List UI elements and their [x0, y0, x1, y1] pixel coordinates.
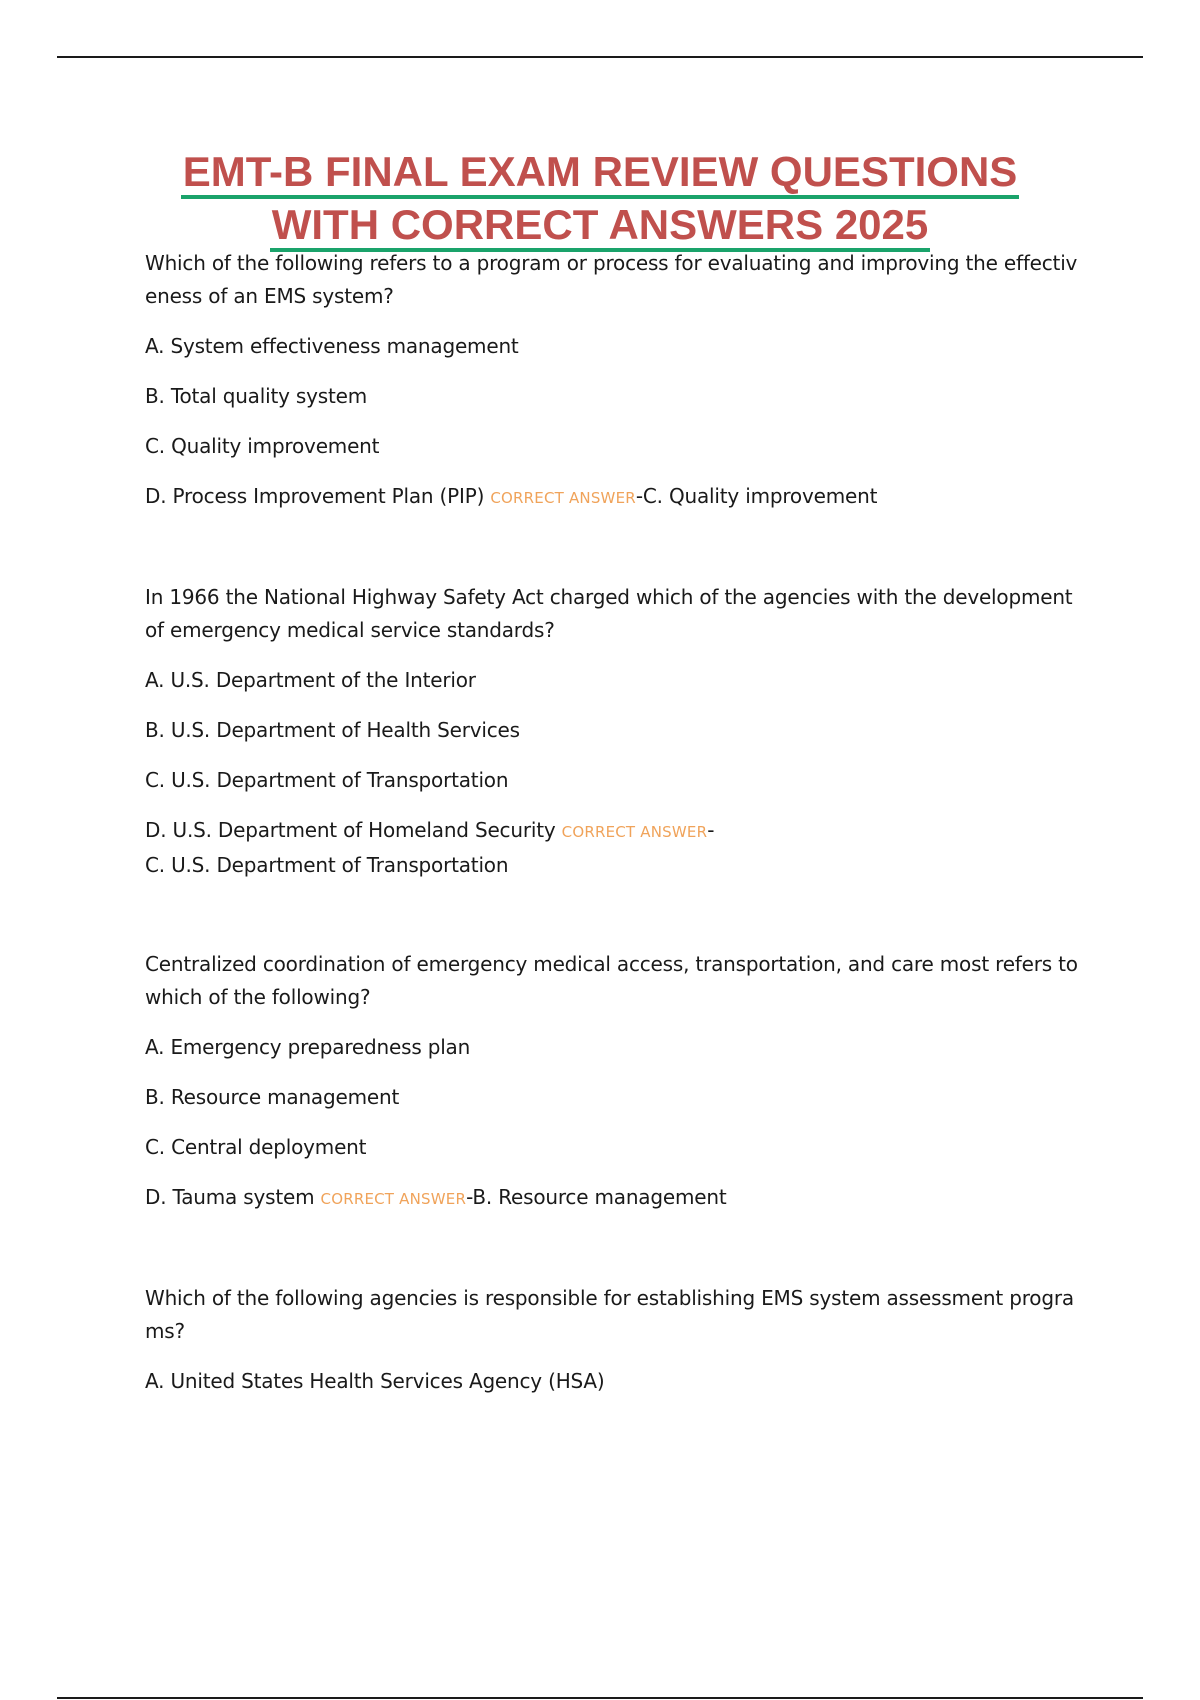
title-line-1: EMT-B FINAL EXAM REVIEW QUESTIONS — [181, 148, 1020, 199]
option-a: A. Emergency preparedness plan — [145, 1035, 471, 1059]
question-block — [145, 1282, 1085, 1398]
correct-answer-text: -B. Resource management — [466, 1185, 727, 1209]
option-a: A. U.S. Department of the Interior — [145, 668, 476, 692]
question-block — [145, 581, 1085, 882]
question-block — [145, 948, 1085, 1216]
correct-answer-tag: CORRECT ANSWER — [490, 489, 636, 507]
correct-answer-tag: CORRECT ANSWER — [320, 1190, 467, 1208]
bottom-divider — [57, 1697, 1143, 1699]
top-divider — [57, 56, 1143, 58]
correct-answer-tag: CORRECT ANSWER — [561, 823, 708, 841]
option-a: A. System effectiveness management — [145, 334, 519, 358]
document-title — [0, 146, 1200, 252]
question-stem: In 1966 the National Highway Safety Act charged which of the agencies with the development of emergency medical service standards? — [145, 585, 1073, 642]
option-b: B. Total quality system — [145, 384, 367, 408]
option-d — [145, 814, 1085, 882]
question-block — [145, 247, 1085, 515]
option-d-text: D. Tauma system — [145, 1185, 315, 1209]
correct-answer-text: -C. Quality improvement — [635, 484, 878, 508]
option-d-text: D. Process Improvement Plan (PIP) — [145, 484, 485, 508]
question-stem: Which of the following refers to a program or process for evaluating and improving the effectiv eness of an EMS system? — [145, 251, 1078, 308]
correct-answer-text: - — [707, 818, 715, 842]
document-body — [145, 247, 1085, 1398]
question-stem: Which of the following agencies is responsible for establishing EMS system assessment progra ms? — [145, 1286, 1074, 1343]
correct-answer-continued: C. U.S. Department of Transportation — [145, 853, 509, 877]
option-d — [145, 1181, 1085, 1216]
option-b: B. Resource management — [145, 1085, 400, 1109]
option-c: C. Central deployment — [145, 1135, 367, 1159]
option-d-text: D. U.S. Department of Homeland Security — [145, 818, 556, 842]
option-c: C. Quality improvement — [145, 434, 380, 458]
option-b: B. U.S. Department of Health Services — [145, 718, 520, 742]
option-d — [145, 480, 1085, 515]
option-a: A. United States Health Services Agency (HSA) — [145, 1369, 605, 1393]
option-c: C. U.S. Department of Transportation — [145, 768, 509, 792]
question-stem: Centralized coordination of emergency medical access, transportation, and care most refers to which of the following? — [145, 952, 1078, 1009]
title-line-2: WITH CORRECT ANSWERS 2025 — [270, 201, 931, 252]
